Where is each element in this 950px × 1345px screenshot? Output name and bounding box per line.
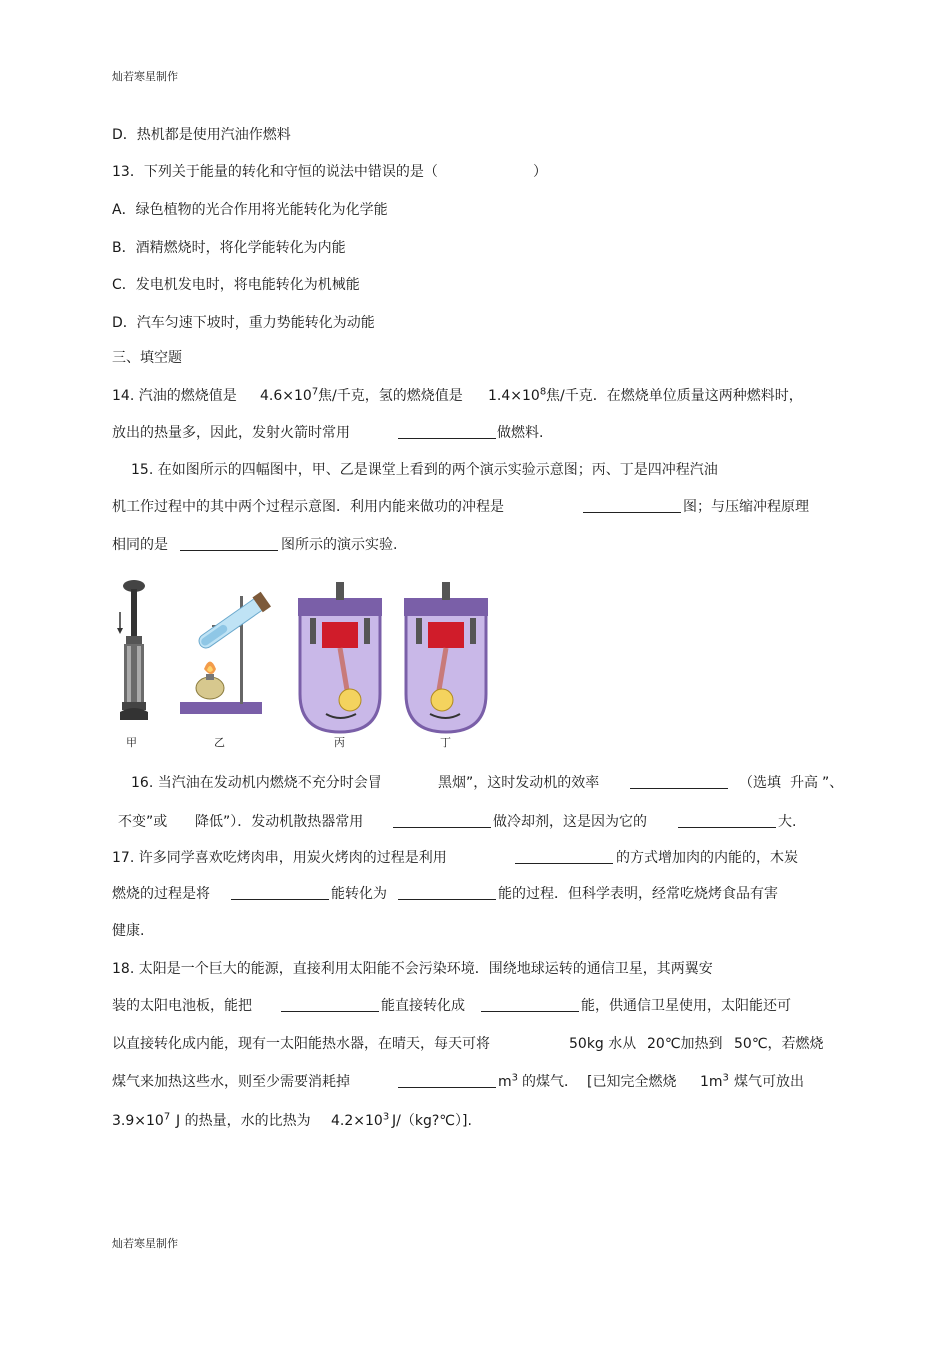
q18-unit-exp: 3 (511, 1072, 519, 1084)
q14-exp-1: 7 (311, 386, 319, 398)
blank-line (630, 774, 728, 789)
q18-heat-exp: 7 (163, 1111, 171, 1123)
q16-blank-1 (630, 774, 728, 792)
q15-line-3b: 图所示的演示实验. (281, 537, 398, 553)
q18-l4b (498, 1073, 518, 1091)
q14-value-1: 4.6×10 (260, 388, 312, 404)
q18-blank-2 (481, 997, 579, 1015)
q18-l4c: 的煤气． (522, 1074, 578, 1090)
q17-blank-2 (231, 885, 329, 903)
q14-part-d (488, 387, 546, 405)
q16-l2d: 大. (778, 814, 797, 830)
q13-option-a: A．绿色植物的光合作用将光能转化为化学能 (112, 202, 388, 218)
figure-ding-engine (404, 582, 488, 732)
q17-blank-1 (515, 849, 613, 867)
figure-label-yi: 乙 (214, 736, 225, 749)
q13-paren-close: ） (533, 164, 547, 180)
q18-unit-m: m (498, 1074, 512, 1090)
blank-line (180, 536, 278, 551)
q18-l4a: 煤气来加热这些水，则至少需要消耗掉 (112, 1074, 350, 1090)
q15-line-3a: 相同的是 (112, 537, 168, 553)
q16-l1c: （选填 (739, 775, 781, 791)
q13-stem-text: 13．下列关于能量的转化和守恒的说法中错误的是（ (112, 164, 438, 180)
q16-l1e: ”、 (822, 775, 844, 791)
q13-option-c: C．发电机发电时，将电能转化为机械能 (112, 277, 360, 293)
q16-l1b: 黑烟”，这时发动机的效率 (438, 775, 600, 791)
figure-label-ding: 丁 (440, 736, 451, 749)
q18-l4e (700, 1073, 729, 1091)
q13-option-b: B．酒精燃烧时，将化学能转化为内能 (112, 240, 346, 256)
blank-line (398, 885, 496, 900)
blank-line (281, 997, 379, 1012)
blank-line (231, 885, 329, 900)
q16-blank-2 (393, 813, 491, 831)
q15-blank-2 (180, 536, 278, 554)
blank-line (515, 849, 613, 864)
q17-l3: 健康. (112, 923, 145, 939)
section-title: 三、填空题 (112, 350, 182, 366)
q18-l2c: 能，供通信卫星使用，太阳能还可 (581, 998, 791, 1014)
blank-line (398, 424, 496, 439)
q16-blank-3 (678, 813, 776, 831)
q18-l5b: J 的热量，水的比热为 (176, 1113, 311, 1129)
q18-l4d: [已知完全燃烧 (587, 1074, 677, 1090)
q18-l3b: 50kg 水从 (569, 1036, 637, 1052)
q18-blank-1 (281, 997, 379, 1015)
blank-line (678, 813, 776, 828)
q18-heat-value: 3.9×10 (112, 1113, 164, 1129)
q14-blank (398, 424, 496, 442)
page-header: 灿若寒星制作 (112, 70, 178, 83)
blank-line (481, 997, 579, 1012)
q16-l1d: 升高 (790, 775, 818, 791)
q18-l4f: 煤气可放出 (734, 1074, 804, 1090)
q14-part-a: 14. 汽油的燃烧值是 (112, 388, 237, 404)
figure-label-jia: 甲 (126, 736, 137, 749)
page-footer: 灿若寒星制作 (112, 1237, 178, 1250)
q18-volume-exp: 3 (722, 1072, 729, 1084)
q16-l2b: 降低”）．发动机散热器常用 (195, 814, 364, 830)
q14-part-f: 放出的热量多，因此，发射火箭时常用 (112, 425, 350, 441)
q15-line-2b: 图；与压缩冲程原理 (683, 499, 809, 515)
q17-l2a: 燃烧的过程是将 (112, 886, 210, 902)
figure-yi-test-tube (180, 592, 271, 714)
blank-line (583, 498, 681, 513)
q14-part-g: 做燃料. (497, 425, 544, 441)
q18-l3d: 50℃，若燃烧 (734, 1036, 824, 1052)
q18-l5d: J/（kg?℃）]. (392, 1113, 472, 1129)
q18-blank-3 (398, 1073, 496, 1091)
q18-l3a: 以直接转化成内能，现有一太阳能热水器，在晴天，每天可将 (112, 1036, 490, 1052)
q18-specific-heat: 4.2×10 (331, 1113, 383, 1129)
q18-l5a (112, 1112, 170, 1130)
q15-line-1: 15. 在如图所示的四幅图中，甲、乙是课堂上看到的两个演示实验示意图；丙、丁是四冲程汽油 (131, 462, 718, 478)
blank-line (393, 813, 491, 828)
q14-part-b (260, 387, 318, 405)
q16-l1a: 16. 当汽油在发动机内燃烧不充分时会冒 (131, 775, 382, 791)
q14-part-e: 焦/千克．在燃烧单位质量这两种燃料时， (546, 388, 803, 404)
q16-l2a: 不变”或 (118, 814, 168, 830)
experiment-figures (112, 574, 496, 754)
q18-specific-heat-exp: 3 (382, 1111, 390, 1123)
q16-l2c: 做冷却剂，这是因为它的 (493, 814, 647, 830)
q13-option-d: D．汽车匀速下坡时，重力势能转化为动能 (112, 315, 375, 331)
q15-line-2a: 机工作过程中的其中两个过程示意图．利用内能来做功的冲程是 (112, 499, 504, 515)
q18-l2b: 能直接转化成 (381, 998, 465, 1014)
q12-option-d: D．热机都是使用汽油作燃料 (112, 127, 291, 143)
q14-part-c: 焦/千克，氢的燃烧值是 (318, 388, 463, 404)
figure-jia-syringe (117, 580, 148, 720)
q17-l1a: 17. 许多同学喜欢吃烤肉串，用炭火烤肉的过程是利用 (112, 850, 447, 866)
q14-exp-2: 8 (539, 386, 547, 398)
q17-l2b: 能转化为 (331, 886, 387, 902)
q18-l2a: 装的太阳电池板，能把 (112, 998, 252, 1014)
figure-bing-engine (298, 582, 382, 732)
q14-value-2: 1.4×10 (488, 388, 540, 404)
q15-blank-1 (583, 498, 681, 516)
figure-label-bing: 丙 (334, 736, 345, 749)
q17-blank-3 (398, 885, 496, 903)
blank-line (398, 1073, 496, 1088)
q17-l2c: 能的过程．但科学表明，经常吃烧烤食品有害 (498, 886, 778, 902)
q18-volume: 1m (700, 1074, 723, 1090)
q18-l5c (331, 1112, 389, 1130)
q18-l1: 18. 太阳是一个巨大的能源，直接利用太阳能不会污染环境．围绕地球运转的通信卫星，其两翼安 (112, 961, 713, 977)
q18-l3c: 20℃加热到 (647, 1036, 723, 1052)
q17-l1b: 的方式增加肉的内能的，木炭 (616, 850, 798, 866)
q13-stem (112, 163, 438, 181)
